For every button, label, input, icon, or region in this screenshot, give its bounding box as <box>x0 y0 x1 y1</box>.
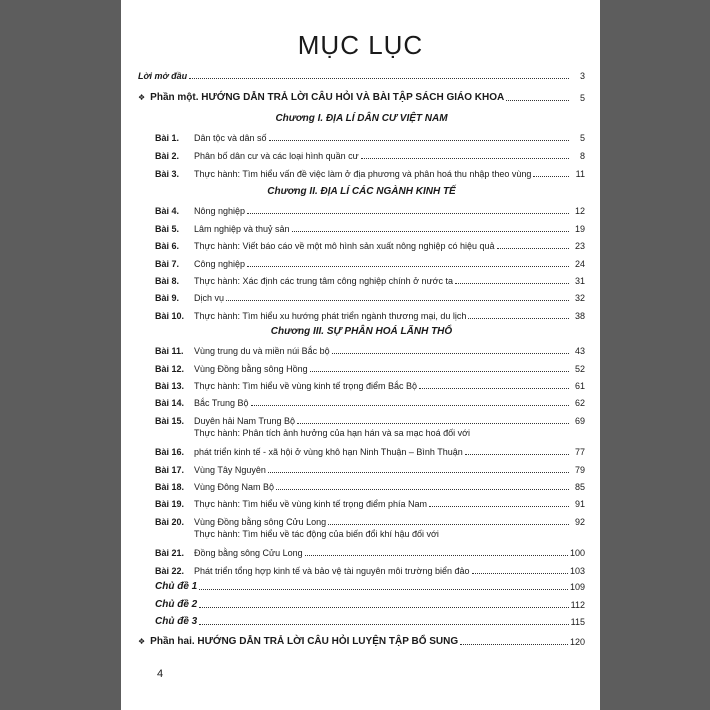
lesson-label: Bài 8. <box>155 276 180 286</box>
lesson-label: Bài 18. <box>155 482 185 492</box>
lesson-label: Bài 13. <box>155 381 185 391</box>
right-background <box>600 0 710 710</box>
toc-entry-text: phát triển kinh tế - xã hội ở vùng khô hạn Ninh Thuận – Bình Thuận <box>194 447 463 457</box>
toc-page-number: 43 <box>574 346 585 356</box>
leader-dots <box>310 371 569 372</box>
leader-dots <box>455 283 569 284</box>
toc-entry-text: Thực hành: Tìm hiểu về vùng kinh tế trọng điểm Bắc Bộ <box>194 381 417 391</box>
toc-entry-text: Phát triển tổng hợp kinh tế và bảo vệ tài nguyên môi trường biển đảo <box>194 566 470 576</box>
toc-entry[interactable] <box>155 413 585 426</box>
book-page <box>121 0 600 710</box>
toc-entry-text: Phần hai. HƯỚNG DẪN TRẢ LỜI CÂU HỎI LUYỆN TẬP BỔ SUNG <box>150 636 459 647</box>
chapter-heading: Chương I. ĐỊA LÍ DÂN CƯ VIỆT NAM <box>275 113 448 124</box>
toc-page-number: 32 <box>574 293 585 303</box>
toc-entry-text: Phần một. HƯỚNG DẪN TRẢ LỜI CÂU HỎI VÀ BÀI TẬP SÁCH GIÁO KHOA <box>150 92 505 103</box>
toc-entry-text: Thực hành: Viết báo cáo về một mô hình sản xuất nông nghiệp có hiệu quả <box>194 241 495 251</box>
toc-intro[interactable] <box>138 68 585 81</box>
toc-entry-text: Công nghiệp <box>194 259 246 269</box>
toc-page-number: 61 <box>574 381 585 391</box>
chapter-heading: Chương III. SỰ PHÂN HOÁ LÃNH THỔ <box>270 326 453 337</box>
toc-page-number: 19 <box>574 224 585 234</box>
toc-entry-text: Vùng Đồng bằng sông Cửu Long <box>194 517 327 527</box>
lesson-label: Bài 10. <box>155 311 185 321</box>
lesson-label: Bài 11. <box>155 346 184 356</box>
toc-entry-text: Chủ đề 3 <box>155 616 198 627</box>
toc-page-number: 3 <box>579 71 585 81</box>
toc-entry-text: Duyên hải Nam Trung Bộ <box>194 416 296 426</box>
toc-entry-text: Vùng trung du và miền núi Bắc bộ <box>194 346 330 356</box>
toc-entry[interactable] <box>155 148 585 161</box>
leader-dots <box>251 405 569 406</box>
toc-entry[interactable] <box>155 496 585 509</box>
left-background <box>0 0 121 710</box>
lesson-label: Bài 19. <box>155 499 185 509</box>
toc-page-number: 79 <box>574 465 585 475</box>
toc-page-number: 85 <box>574 482 585 492</box>
page-title: MỤC LỤC <box>297 30 424 60</box>
toc-page-number: 77 <box>574 447 585 457</box>
leader-dots <box>226 300 569 301</box>
toc-entry-text-line1: Thực hành: Tìm hiểu về tác động của biến đổi khí hậu đối với <box>194 529 439 539</box>
leader-dots <box>419 388 569 389</box>
leader-dots <box>472 573 568 574</box>
lesson-label: Bài 14. <box>155 398 185 408</box>
toc-entry-text: Phân bố dân cư và các loại hình quần cư <box>194 151 359 161</box>
leader-dots <box>305 555 568 556</box>
lesson-label: Bài 5. <box>155 224 180 234</box>
leader-dots <box>506 100 569 101</box>
lesson-label: Bài 17. <box>155 465 185 475</box>
toc-entry[interactable] <box>155 256 585 269</box>
toc-entry-text: Lời mở đầu <box>138 71 188 81</box>
leader-dots <box>292 231 569 232</box>
lesson-label: Bài 20. <box>155 517 185 527</box>
toc-page-number: 52 <box>574 364 585 374</box>
leader-dots <box>361 158 569 159</box>
lesson-label: Bài 12. <box>155 364 185 374</box>
toc-entry-text: Chủ đề 2 <box>155 599 198 610</box>
toc-entry[interactable] <box>155 308 585 321</box>
toc-page-number: 62 <box>574 398 585 408</box>
toc-entry[interactable] <box>155 563 585 576</box>
lesson-label: Bài 6. <box>155 241 180 251</box>
leader-dots <box>199 589 568 590</box>
leader-dots <box>199 624 568 625</box>
toc-entry-text: Dịch vụ <box>194 293 225 303</box>
diamond-bullet-icon: ❖ <box>138 93 146 102</box>
diamond-bullet-icon: ❖ <box>138 637 146 646</box>
toc-entry[interactable] <box>155 514 585 527</box>
toc-page-number: 24 <box>574 259 585 269</box>
toc-page-number: 92 <box>574 517 585 527</box>
toc-entry[interactable] <box>155 444 585 457</box>
toc-topic[interactable] <box>155 614 585 627</box>
toc-page-number: 69 <box>574 416 585 426</box>
toc-page-number: 5 <box>579 93 585 103</box>
leader-dots <box>247 266 569 267</box>
leader-dots <box>465 454 569 455</box>
toc-part-one[interactable] <box>138 90 585 103</box>
toc-entry-text: Vùng Đông Nam Bộ <box>194 482 275 492</box>
toc-page-number: 112 <box>570 600 585 610</box>
leader-dots <box>276 489 569 490</box>
toc-topic[interactable] <box>155 597 585 610</box>
leader-dots <box>533 176 569 177</box>
leader-dots <box>199 607 568 608</box>
lesson-label: Bài 22. <box>155 566 185 576</box>
leader-dots <box>247 213 569 214</box>
lesson-label: Bài 1. <box>155 133 180 143</box>
toc-entry[interactable] <box>155 343 585 356</box>
lesson-label: Bài 15. <box>155 416 185 426</box>
toc-page-number: 8 <box>579 151 585 161</box>
toc-page-number: 100 <box>569 548 585 558</box>
toc-entry-text: Lâm nghiệp và thuỷ sản <box>194 224 290 234</box>
toc-part-two[interactable] <box>138 634 585 647</box>
chapter-heading: Chương II. ĐỊA LÍ CÁC NGÀNH KINH TẾ <box>267 186 456 197</box>
toc-entry[interactable] <box>155 395 585 408</box>
toc-entry-text: Thực hành: Tìm hiểu xu hướng phát triển ngành thương mại, du lịch <box>194 311 467 321</box>
toc-entry[interactable] <box>155 545 585 558</box>
toc-entry[interactable] <box>155 203 585 216</box>
toc-entry-text-line1: Thực hành: Phân tích ảnh hưởng của hạn hán và sa mạc hoá đối với <box>194 428 471 438</box>
toc-page-number: 11 <box>575 169 585 179</box>
toc-page-number: 120 <box>569 637 585 647</box>
leader-dots <box>460 644 568 645</box>
leader-dots <box>497 248 569 249</box>
leader-dots <box>429 506 569 507</box>
leader-dots <box>328 524 569 525</box>
leader-dots <box>297 423 569 424</box>
page-number: 4 <box>157 668 164 680</box>
toc-page-number: 5 <box>579 133 585 143</box>
toc-entry[interactable] <box>155 221 585 234</box>
leader-dots <box>468 318 569 319</box>
toc-entry-text: Thực hành: Xác định các trung tâm công nghiệp chính ở nước ta <box>194 276 454 286</box>
toc-entry[interactable] <box>155 479 585 492</box>
lesson-label: Bài 4. <box>155 206 180 216</box>
toc-entry-text: Nông nghiệp <box>194 206 246 216</box>
toc-entry-text: Bắc Trung Bộ <box>194 398 249 408</box>
toc-entry-text: Vùng Tây Nguyên <box>194 465 266 475</box>
lesson-label: Bài 9. <box>155 293 180 303</box>
toc-entry[interactable] <box>155 361 585 374</box>
lesson-label: Bài 2. <box>155 151 180 161</box>
toc-topic[interactable] <box>155 579 585 592</box>
toc-entry[interactable] <box>155 290 585 303</box>
leader-dots <box>332 353 569 354</box>
toc-entry-text: Đồng bằng sông Cửu Long <box>194 548 303 558</box>
toc-page-number: 12 <box>574 206 585 216</box>
toc-entry[interactable] <box>155 130 585 143</box>
toc-page-number: 31 <box>574 276 585 286</box>
toc-page-number: 23 <box>574 241 585 251</box>
toc-entry[interactable] <box>155 462 585 475</box>
toc-page-number: 109 <box>569 582 585 592</box>
toc-entry[interactable] <box>155 238 585 251</box>
toc-entry-text: Thực hành: Tìm hiểu vấn đề việc làm ở địa phương và phân hoá thu nhập theo vùng <box>194 169 532 179</box>
lesson-label: Bài 3. <box>155 169 180 179</box>
leader-dots <box>268 472 569 473</box>
toc-entry-text: Thực hành: Tìm hiểu về vùng kinh tế trọng điểm phía Nam <box>194 499 427 509</box>
toc-entry-text: Vùng Đồng bằng sông Hồng <box>194 364 308 374</box>
toc-entry[interactable] <box>155 273 585 286</box>
toc-entry[interactable] <box>155 378 585 391</box>
toc-page-number: 91 <box>574 499 585 509</box>
lesson-label: Bài 21. <box>155 548 185 558</box>
toc-page-number: 115 <box>570 617 585 627</box>
leader-dots <box>269 140 569 141</box>
toc-page-number: 103 <box>569 566 585 576</box>
toc-entry[interactable] <box>155 166 585 179</box>
lesson-label: Bài 16. <box>155 447 185 457</box>
toc-page-number: 38 <box>574 311 585 321</box>
lesson-label: Bài 7. <box>155 259 180 269</box>
leader-dots <box>189 78 569 79</box>
toc-entry-text: Dân tộc và dân số <box>194 133 267 143</box>
toc-entry-text: Chủ đề 1 <box>155 581 198 592</box>
